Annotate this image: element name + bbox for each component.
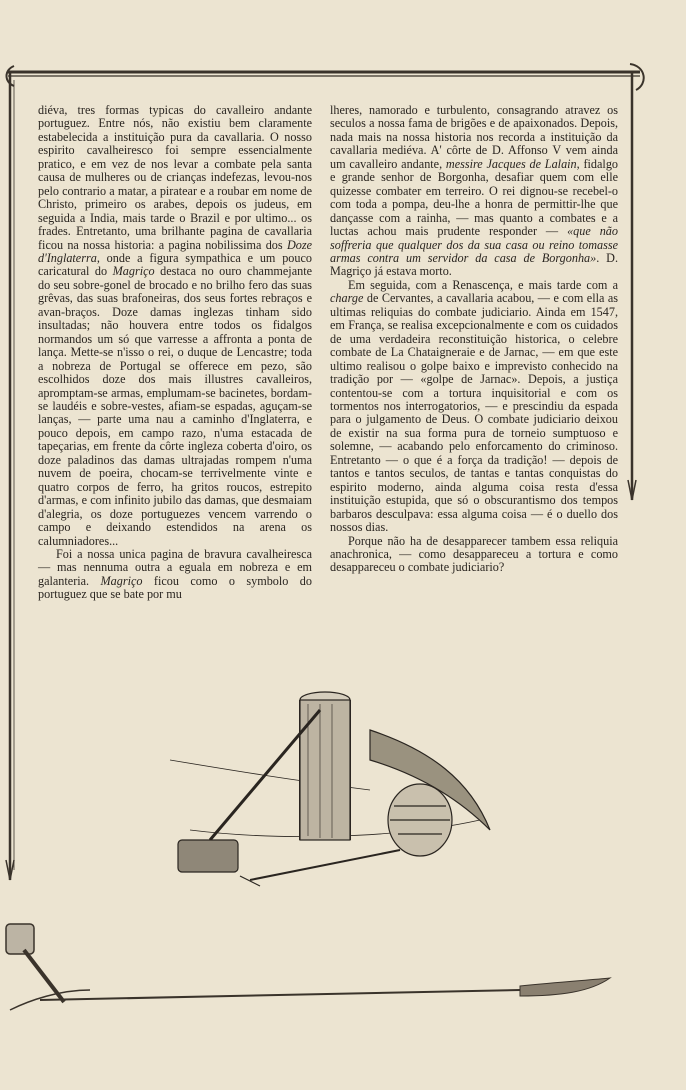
lance-icon [40,978,610,1000]
right-paragraph-2: Em seguida, com a Renascença, e mais tarde com a charge de Cervantes, a cavallaria acabou, — e com ella as ultimas reliquias do combate judiciario. Ainda em 1547, em França, se realisa excepcionalmente e com os cuidados de uma verdadeira reconstituição historica, o celebre combate de La Chataigneraie e de Jarnac, — em que este ultimo realisou o golpe baixo e imprevisto conhecido na tradição por — «golpe de Jarnac». Depois, a justiça contentou-se com a tortura inquisitorial e com os tormentos nos interrogatorios, — e prescindiu da espada para o julgamento de Deus. O combate judiciario deixou de existir na sua forma pura de torneio sumptuoso e solemne, — acabando pelo enforcamento do criminoso. Entretanto — o que é a força da tradição! — depois de tantos e tantos seculos, de tantas e tantas conquistas do espirito moderno, ainda alguma coisa resta d'essa instituição estupida, que só o obscurantismo dos tempos barbaros desculpava: essa alguma coisa — é o duello dos nossos dias. [330,277,618,535]
left-paragraph-1: diéva, tres formas typicas do cavalleiro andante portuguez. Entre nós, não existiu bem claramente estabelecida a instituição pura da cavallaria. O nosso espirito cavalheiresco foi sempre essencialmente pratico, e em vez de nos levar a combate pela santa causa de mulheres ou de crianças indefezas, levou-nos pelo contrario a matar, a piratear e a roubar em nome de Christo, primeiro os arabes, depois os judeus, em seguida a India, mais tarde o Brazil e por ultimo... os frades. Entretanto, uma brilhante pagina de cavallaria ficou na nossa historia: a pagina nobilissima dos Doze d'Inglaterra, onde a figura sympathica e um pouco caricatural do Magriço destaca no ouro chammejante do seu sobre-gonel de brocado e no brilho fero das suas grêvas, das suas brafoneiras, dos seus fortes rebraços e avan-braços. Doze damas inglezas tinham sido insultadas; não houvera entre todos os fidalgos normandos um só que varresse a affronta a ponta de lança. Mette-se n'isso o rei, o duque de Lencastre; toda a nobreza de Portugal se offerece em pezo, são escolhidos doze dos mais illustres cavalleiros, apromptam-se armas, emplumam-se bacinetes, bordam-se laudéis e sobre-vestes, afiam-se espadas, aguçam-se lanças, — parte uma nau a caminho d'Inglaterra, e pouco depois, em campo razo, n'uma estacada de tapeçarias, em frente da côrte ingleza coberta d'oiro, os doze paladinos das damas ultrajadas rompem n'uma nuvem de poeira, chocam-se terrivelmente vinte e quatro corpos de ferro, ha gritos roucos, estrepito d'armas, e com infinito jubilo das damas, que desmaiam d'alegria, os doze portuguezes vencem varrendo o campo e deixando estendidos na arena os calumniadores... [38,103,312,548]
arms-illustration [150,680,500,900]
right-paragraph-1: lheres, namorado e turbulento, consagrando atravez os seculos a nossa fama de brigões e de apaixonados. Depois, nada mais na nossa historia nos recorda a instituição da cavallaria mediéva. A' côrte de D. Affonso V vem ainda um cavalleiro andante, messire Jacques de Lalain, fidalgo e grande senhor de Borgonha, desafiar quem com elle quizesse combater em terreiro. O rei dignou-se recebel-o com toda a pompa, deu-lhe a honra de permittir-lhe que dançasse com a rainha, — mas quanto a combates e a luctas achou mais prudente responder — «que não soffreria que qualquer dos da sua casa ou reino tomasse armas contra um servidor da casa de Borgonha». D. Magriço já estava morto. [330,103,619,279]
left-column [38,104,312,602]
left-paragraph-2: Foi a nossa unica pagina de bravura cavalheiresca — mas nennuma outra a eguala em nobreza e em galanteria. Magriço ficou como o symbolo do portuguez que se bate por mu [38,546,312,602]
right-column [330,104,618,575]
hammer-icon [6,924,90,1010]
right-paragraph-3: Porque não ha de desapparecer tambem essa reliquia anachronica, — como desappareceu a tortura e como desappareceu o combate judiciario? [330,533,618,575]
